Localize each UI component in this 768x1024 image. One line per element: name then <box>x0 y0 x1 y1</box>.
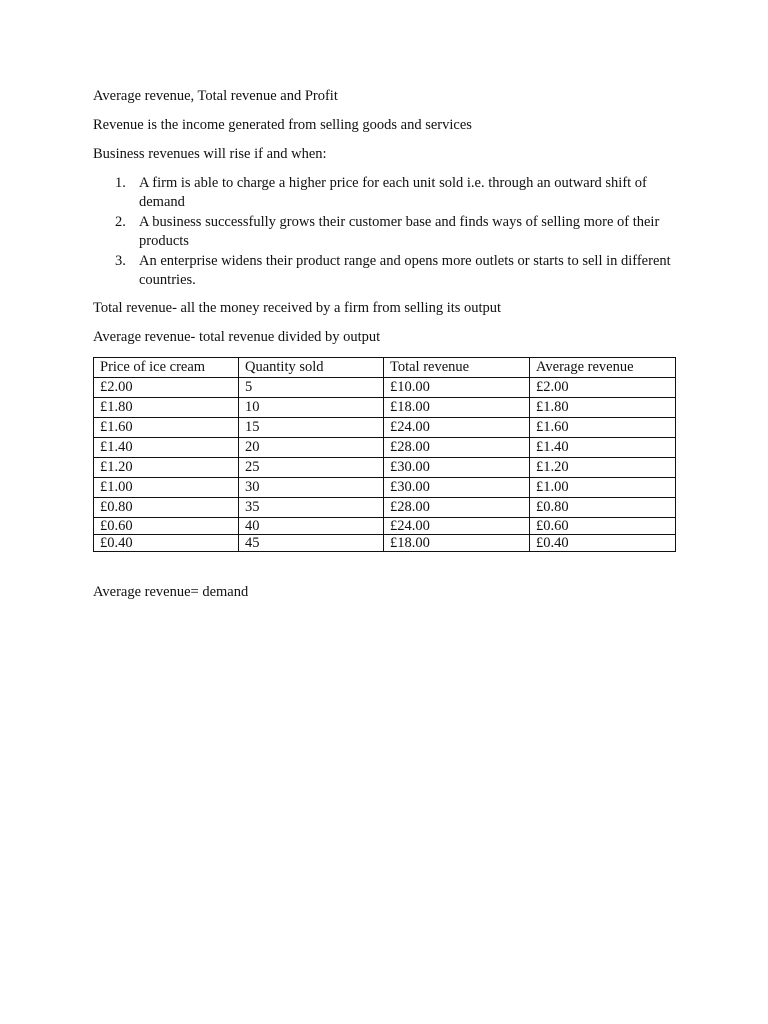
table-row <box>94 418 676 438</box>
table-cell: £24.00 <box>384 518 530 535</box>
table-cell: £18.00 <box>384 398 530 418</box>
document-title: Average revenue, Total revenue and Profit <box>93 88 338 104</box>
column-header-average-revenue: Average revenue <box>530 358 676 378</box>
table-cell: 10 <box>239 398 384 418</box>
rise-intro: Business revenues will rise if and when: <box>93 146 327 162</box>
table-cell: £0.60 <box>530 518 676 535</box>
table-row <box>94 478 676 498</box>
list-item <box>93 213 673 251</box>
table-cell: £1.80 <box>530 398 676 418</box>
table-cell: 15 <box>239 418 384 438</box>
table-cell: £0.80 <box>94 498 239 518</box>
table-cell: £0.80 <box>530 498 676 518</box>
table-cell: £2.00 <box>530 378 676 398</box>
list-item <box>93 174 673 212</box>
list-item-text: A business successfully grows their customer base and finds ways of selling more of their products <box>139 214 660 249</box>
table-cell: £1.00 <box>530 478 676 498</box>
table-cell: £1.60 <box>94 418 239 438</box>
column-header-price: Price of ice cream <box>94 358 239 378</box>
table-row <box>94 378 676 398</box>
table-cell: £1.00 <box>94 478 239 498</box>
table-cell: £28.00 <box>384 438 530 458</box>
reasons-list <box>93 174 673 291</box>
table-cell: 40 <box>239 518 384 535</box>
total-revenue-definition: Total revenue- all the money received by a firm from selling its output <box>93 300 502 316</box>
table-cell: £30.00 <box>384 478 530 498</box>
table-cell: £1.60 <box>530 418 676 438</box>
table-cell: 5 <box>239 378 384 398</box>
table-cell: £1.20 <box>530 458 676 478</box>
table-row <box>94 518 676 535</box>
table-cell: 20 <box>239 438 384 458</box>
table-row <box>94 438 676 458</box>
list-item-number: 1. <box>115 175 126 191</box>
column-header-total-revenue: Total revenue <box>384 358 530 378</box>
table-cell: £30.00 <box>384 458 530 478</box>
table-row <box>94 498 676 518</box>
list-item <box>93 252 673 290</box>
table-row <box>94 535 676 552</box>
table-cell: 35 <box>239 498 384 518</box>
list-item-text: An enterprise widens their product range and opens more outlets or starts to sell in different countries. <box>139 253 671 288</box>
column-header-quantity: Quantity sold <box>239 358 384 378</box>
table-cell: £0.40 <box>94 535 239 552</box>
table-cell: £18.00 <box>384 535 530 552</box>
table-cell: £0.40 <box>530 535 676 552</box>
list-item-number: 3. <box>115 253 126 269</box>
table-cell: 30 <box>239 478 384 498</box>
table-header-row <box>94 358 676 378</box>
table-cell: £10.00 <box>384 378 530 398</box>
list-item-number: 2. <box>115 214 126 230</box>
table-cell: £1.40 <box>530 438 676 458</box>
revenue-table <box>93 357 676 552</box>
table-cell: £2.00 <box>94 378 239 398</box>
table-cell: £1.20 <box>94 458 239 478</box>
table-cell: £0.60 <box>94 518 239 535</box>
list-item-text: A firm is able to charge a higher price for each unit sold i.e. through an outward shift of demand <box>139 175 647 210</box>
table-cell: £1.40 <box>94 438 239 458</box>
table-row <box>94 458 676 478</box>
revenue-definition: Revenue is the income generated from selling goods and services <box>93 117 472 133</box>
table-cell: £28.00 <box>384 498 530 518</box>
table-cell: £1.80 <box>94 398 239 418</box>
average-revenue-definition: Average revenue- total revenue divided by output <box>93 329 381 345</box>
conclusion-text: Average revenue= demand <box>93 584 249 600</box>
table-cell: 45 <box>239 535 384 552</box>
table-row <box>94 398 676 418</box>
table-cell: 25 <box>239 458 384 478</box>
table-cell: £24.00 <box>384 418 530 438</box>
